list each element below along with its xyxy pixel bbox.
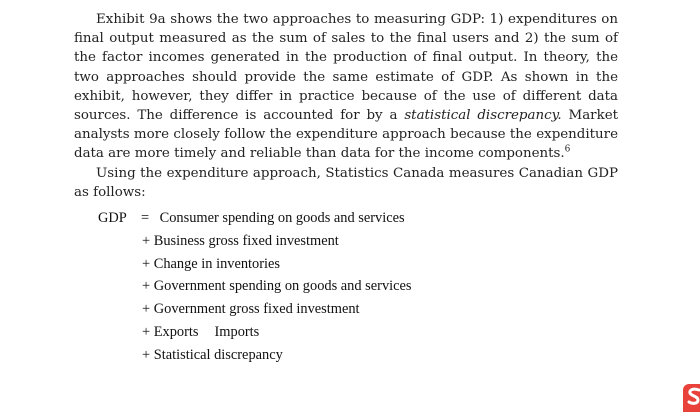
equation-term: Government gross fixed investment — [153, 301, 360, 318]
equation-term: Business gross fixed investment — [153, 232, 339, 249]
paragraph-expenditure-approach: Using the expenditure approach, Statistics Canada measures Canadian GDP as follows: — [74, 166, 618, 201]
equation-lhs: GDP — [98, 210, 127, 226]
equation-term: Government spending on goods and services — [153, 278, 412, 295]
plus-sign: + — [142, 301, 151, 318]
equation-row — [98, 298, 412, 321]
equation-row — [98, 230, 412, 253]
equation-row — [98, 275, 412, 298]
gdp-equation — [98, 207, 412, 367]
footnote-marker: 6 — [564, 144, 571, 155]
equation-term: Consumer spending on goods and services — [159, 210, 405, 226]
paragraph-text: Market analysts more closely follow the expenditure approach because the expenditure data are more timely and reliable than data for the income components. — [74, 108, 619, 162]
plus-sign: + — [142, 232, 151, 249]
equation-term-exports: Exports — [153, 323, 199, 340]
plus-sign: + — [142, 278, 151, 295]
equation-row — [98, 344, 412, 367]
equation-row — [98, 207, 412, 230]
equation-term: Change in inventories — [153, 255, 281, 272]
plus-sign: + — [142, 255, 151, 272]
equation-row — [98, 321, 412, 344]
italic-term-statistical-discrepancy: statistical discrepancy. — [404, 108, 562, 124]
equation-term: Statistical discrepancy — [153, 346, 283, 363]
equation-row — [98, 253, 412, 276]
plus-sign: + — [142, 346, 151, 363]
paragraph-gdp-approaches — [74, 10, 618, 164]
paragraph-text: Exhibit 9a shows the two approaches to measuring GDP: 1) expenditures on final output measured as the sum of sales to the final users and 2) the sum of the factor incomes generated in the production of final output. In theory, the two approaches should provide the same estimate of GDP. As shown in the exhibit, however, they differ in practice because of the use of different data sources. The difference is accounted for by a — [74, 12, 618, 124]
plus-sign: + — [142, 323, 151, 340]
equation-term-imports: Imports — [214, 323, 260, 340]
equals-sign: = — [140, 210, 150, 226]
